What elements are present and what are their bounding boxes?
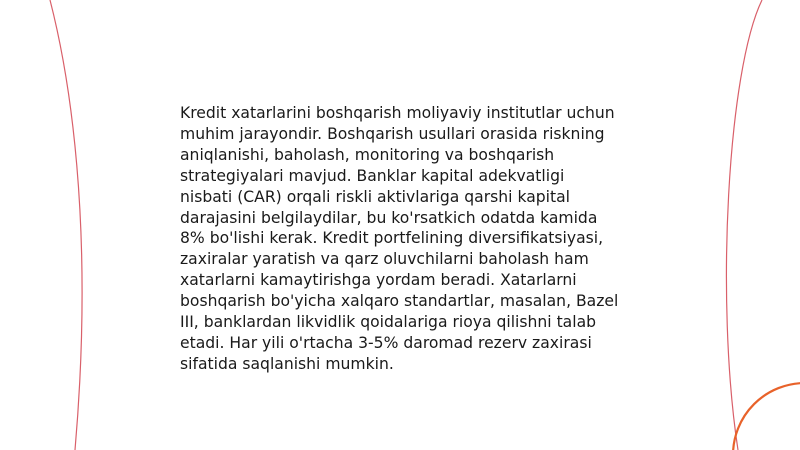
slide-body-text: Kredit xatarlarini boshqarish moliyaviy institutlar uchun muhim jarayondir. Boshqarish usullari orasida riskning aniqlanishi, baholash, monitoring va boshqarish strategiyalari mavjud. Banklar kapital adekvatligi nisbati (CAR) orqali riskli aktivlariga qarshi kapital darajasini belgilaydilar, bu ko'rsatkich odatda kamida 8% bo'lishi kerak. Kredit portfelining diversifikatsiyasi, zaxiralar yaratish va qarz oluvchilarni baholash ham xatarlarni kamaytirishga yordam beradi. Xatarlarni boshqarish bo'yicha xalqaro standartlar, masalan, Bazel III, banklardan likvidlik qoidalariga rioya qilishni talab etadi. Har yili o'rtacha 3-5% daromad rezerv zaxirasi sifatida saqlanishi mumkin. [180, 104, 619, 373]
left-thin-arc [50, 0, 82, 450]
orange-circle-arc [733, 383, 800, 450]
right-thin-arc [726, 0, 762, 450]
